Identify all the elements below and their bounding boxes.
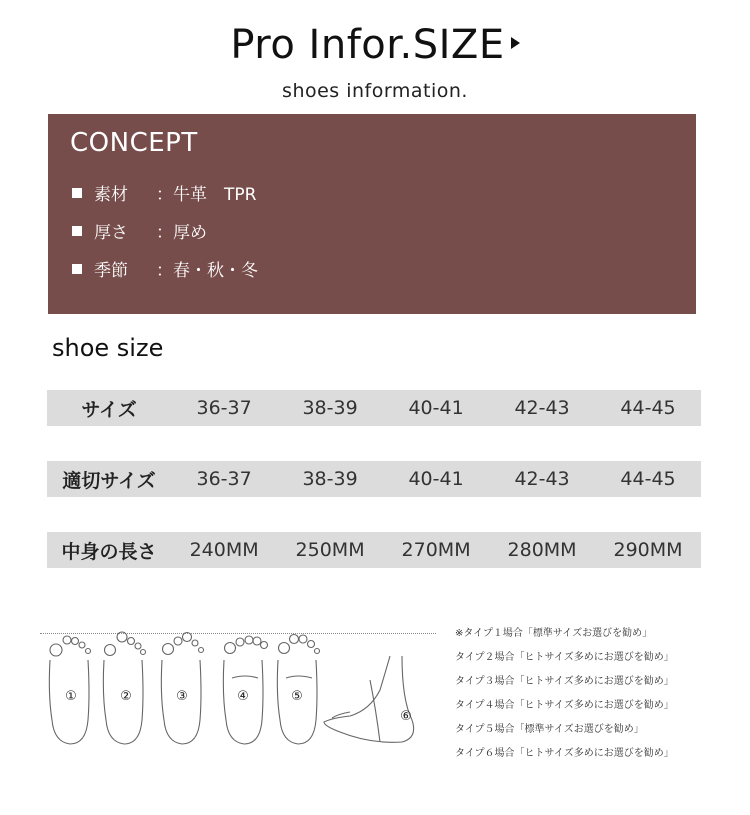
- insole-length-row: [47, 532, 701, 568]
- foot-type-illustration: [40, 620, 440, 770]
- concept-value: ：厚め: [156, 223, 207, 243]
- foot-outline-icon: [103, 632, 145, 744]
- concept-row-material: [72, 180, 256, 205]
- size-cell: 280MM: [507, 539, 577, 561]
- foot-type-notes: [455, 622, 674, 766]
- page-title: [0, 22, 750, 68]
- note-line: タイプ３場合「ヒトサイズ多めにお選びを勧め」: [455, 676, 674, 687]
- size-cell: 44-45: [620, 468, 676, 490]
- concept-panel: [48, 114, 696, 314]
- size-cell: 40-41: [408, 468, 464, 490]
- size-cell: 38-39: [302, 468, 358, 490]
- title-text: Pro Infor.SIZE: [230, 22, 505, 68]
- foot-marker-2: ②: [120, 689, 132, 704]
- size-cell: 250MM: [295, 539, 365, 561]
- size-row-label: サイズ: [81, 398, 137, 421]
- concept-label: 素材: [94, 185, 128, 205]
- square-bullet-icon: [72, 264, 82, 274]
- concept-label: 季節: [94, 261, 128, 281]
- size-cell: 270MM: [401, 539, 471, 561]
- size-cell: 42-43: [514, 397, 570, 419]
- size-cell: 40-41: [408, 397, 464, 419]
- foot-marker-5: ⑤: [291, 689, 303, 704]
- concept-label: 厚さ: [94, 223, 128, 243]
- page-subtitle: shoes information.: [282, 80, 468, 102]
- fit-size-row: [47, 461, 701, 497]
- note-line: タイプ４場合「ヒトサイズ多めにお選びを勧め」: [455, 700, 674, 711]
- square-bullet-icon: [72, 188, 82, 198]
- size-row-label: 適切サイズ: [62, 469, 156, 492]
- size-cell: 36-37: [196, 397, 252, 419]
- note-line: タイプ２場合「ヒトサイズ多めにお選びを勧め」: [455, 652, 674, 663]
- size-cell: 38-39: [302, 397, 358, 419]
- size-cell: 240MM: [189, 539, 259, 561]
- size-cell: 36-37: [196, 468, 252, 490]
- concept-value: ：春・秋・冬: [156, 261, 258, 281]
- size-cell: 42-43: [514, 468, 570, 490]
- play-arrow-icon: [511, 37, 520, 49]
- foot-marker-6: ⑥: [400, 709, 412, 724]
- note-line: ※タイプ１場合「標準サイズお選びを勧め」: [455, 628, 653, 639]
- concept-value: ：牛革 TPR: [156, 185, 257, 205]
- size-row-label: 中身の長さ: [61, 540, 157, 563]
- side-foot-outline-icon: [324, 656, 414, 742]
- shoe-size-heading: shoe size: [52, 334, 164, 362]
- size-cell: 290MM: [613, 539, 683, 561]
- note-line: タイプ５場合「標準サイズお選びを勧め」: [455, 724, 644, 735]
- foot-marker-1: ①: [65, 689, 77, 704]
- foot-marker-3: ③: [176, 689, 188, 704]
- concept-row-season: [72, 256, 258, 281]
- square-bullet-icon: [72, 226, 82, 236]
- concept-row-thickness: [72, 218, 207, 243]
- foot-marker-4: ④: [237, 689, 249, 704]
- concept-heading: CONCEPT: [70, 128, 198, 158]
- note-line: タイプ６場合「ヒトサイズ多めにお選びを勧め」: [455, 748, 674, 759]
- size-cell: 44-45: [620, 397, 676, 419]
- size-row: [47, 390, 701, 426]
